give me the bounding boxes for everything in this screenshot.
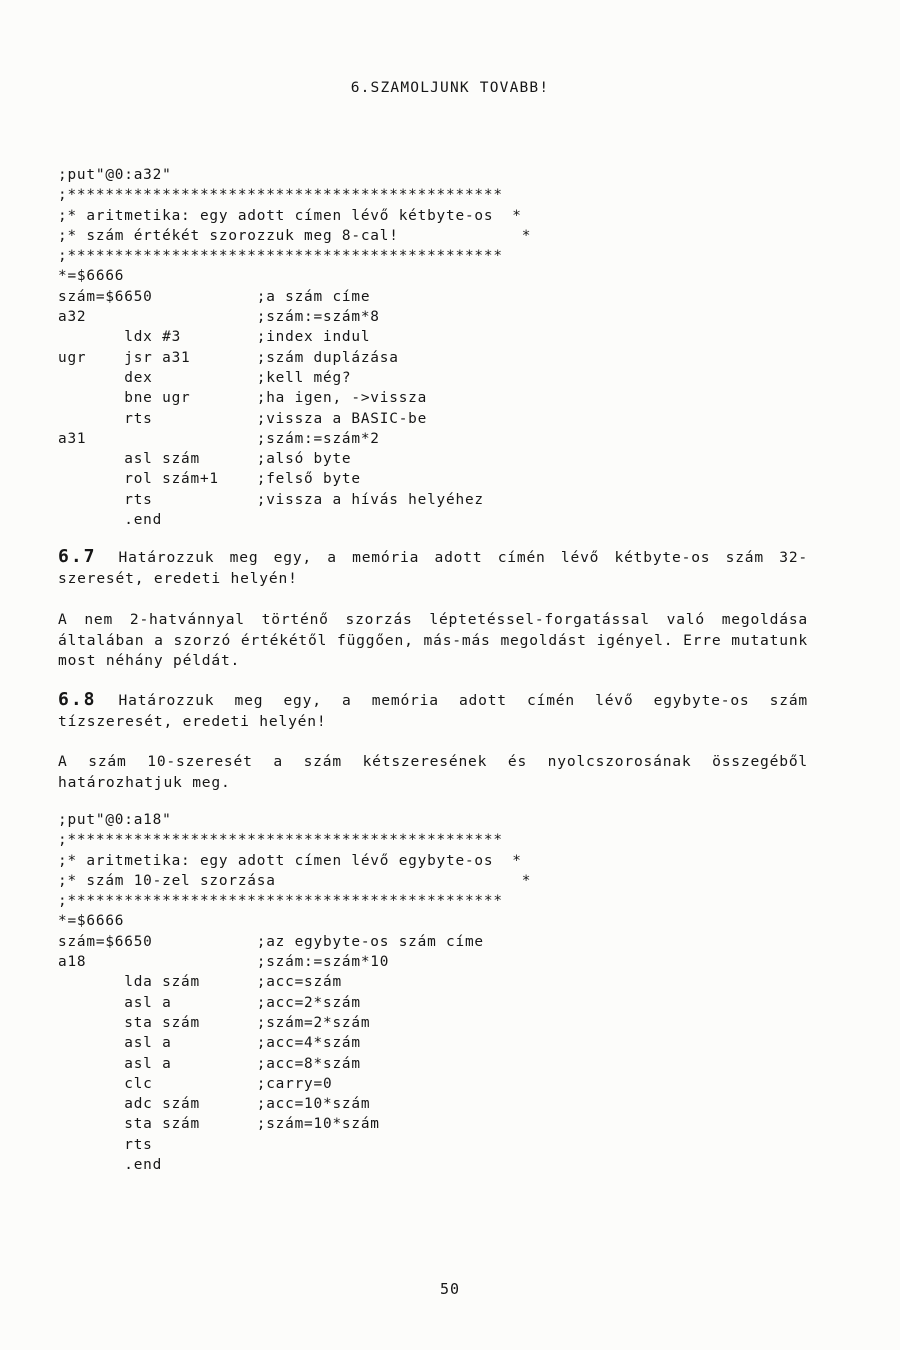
section-6-7: [58, 547, 808, 589]
code-line: rts ;vissza a hívás helyéhez: [58, 491, 484, 508]
section-6-8: [58, 690, 808, 732]
chapter-title: 6.SZAMOLJUNK TOVABB!: [350, 80, 550, 96]
code-line: dex ;kell még?: [58, 369, 352, 386]
section-number: 6.8: [58, 689, 97, 710]
code-listing-a32: [58, 165, 531, 530]
code-line: asl a ;acc=8*szám: [58, 1055, 361, 1072]
paragraph: A nem 2-hatvánnyal történő szorzás léptetéssel-forgatással való megoldása általában a szorzó értékétől függően, más-más megoldást igényel. Erre mutatunk most néhány példát.: [58, 611, 808, 669]
code-line: sta szám ;szám=10*szám: [58, 1116, 380, 1133]
code-line: szám=$6650 ;az egybyte-os szám címe: [58, 933, 484, 950]
paragraph: A szám 10-szeresét a szám kétszeresének és nyolcszorosának összegéből határozhatjuk meg.: [58, 753, 808, 791]
code-line: rts: [58, 1136, 153, 1153]
code-line: asl a ;acc=4*szám: [58, 1035, 361, 1052]
code-line: ;put"@0:a32": [58, 167, 172, 183]
code-line: .end: [58, 512, 163, 529]
code-line: ldx #3 ;index indul: [58, 329, 371, 346]
code-line: .end: [58, 1157, 163, 1174]
code-line: *=$6666: [58, 268, 125, 285]
code-line: clc ;carry=0: [58, 1075, 333, 1092]
code-line: rts ;vissza a BASIC-be: [58, 410, 428, 427]
code-line: bne ugr ;ha igen, ->vissza: [58, 390, 428, 407]
code-line: a32 ;szám:=szám*8: [58, 309, 380, 326]
code-line: sta szám ;szám=2*szám: [58, 1014, 371, 1031]
code-line: ;* aritmetika: egy adott címen lévő kétbyte-os *: [58, 207, 522, 224]
section-text: Határozzuk meg egy, a memória adott címén lévő kétbyte-os szám 32-szeresét, eredeti helyén!: [58, 549, 808, 587]
code-line: ;**********************************************: [58, 248, 503, 265]
section-text: Határozzuk meg egy, a memória adott címén lévő egybyte-os szám tízszeresét, eredeti helyén!: [58, 692, 808, 730]
code-line: ;* szám értékét szorozzuk meg 8-cal! *: [58, 227, 532, 244]
section-number: 6.7: [58, 546, 97, 567]
code-line: ;put"@0:a18": [58, 812, 172, 828]
code-line: ;* szám 10-zel szorzása *: [58, 872, 532, 889]
code-listing-a18: [58, 810, 531, 1175]
code-line: ;* aritmetika: egy adott címen lévő egybyte-os *: [58, 852, 522, 869]
code-line: rol szám+1 ;felső byte: [58, 471, 361, 488]
code-line: adc szám ;acc=10*szám: [58, 1096, 371, 1113]
code-line: szám=$6650 ;a szám címe: [58, 288, 371, 305]
code-line: ;**********************************************: [58, 832, 503, 849]
code-line: a18 ;szám:=szám*10: [58, 954, 390, 971]
code-line: a31 ;szám:=szám*2: [58, 430, 380, 447]
code-line: *=$6666: [58, 913, 125, 930]
page-number: 50: [439, 1280, 461, 1298]
code-line: ugr jsr a31 ;szám duplázása: [58, 349, 399, 366]
code-line: asl a ;acc=2*szám: [58, 994, 361, 1011]
code-line: lda szám ;acc=szám: [58, 974, 342, 991]
code-line: ;**********************************************: [58, 893, 503, 910]
code-line: asl szám ;alsó byte: [58, 451, 352, 468]
code-line: ;**********************************************: [58, 187, 503, 204]
